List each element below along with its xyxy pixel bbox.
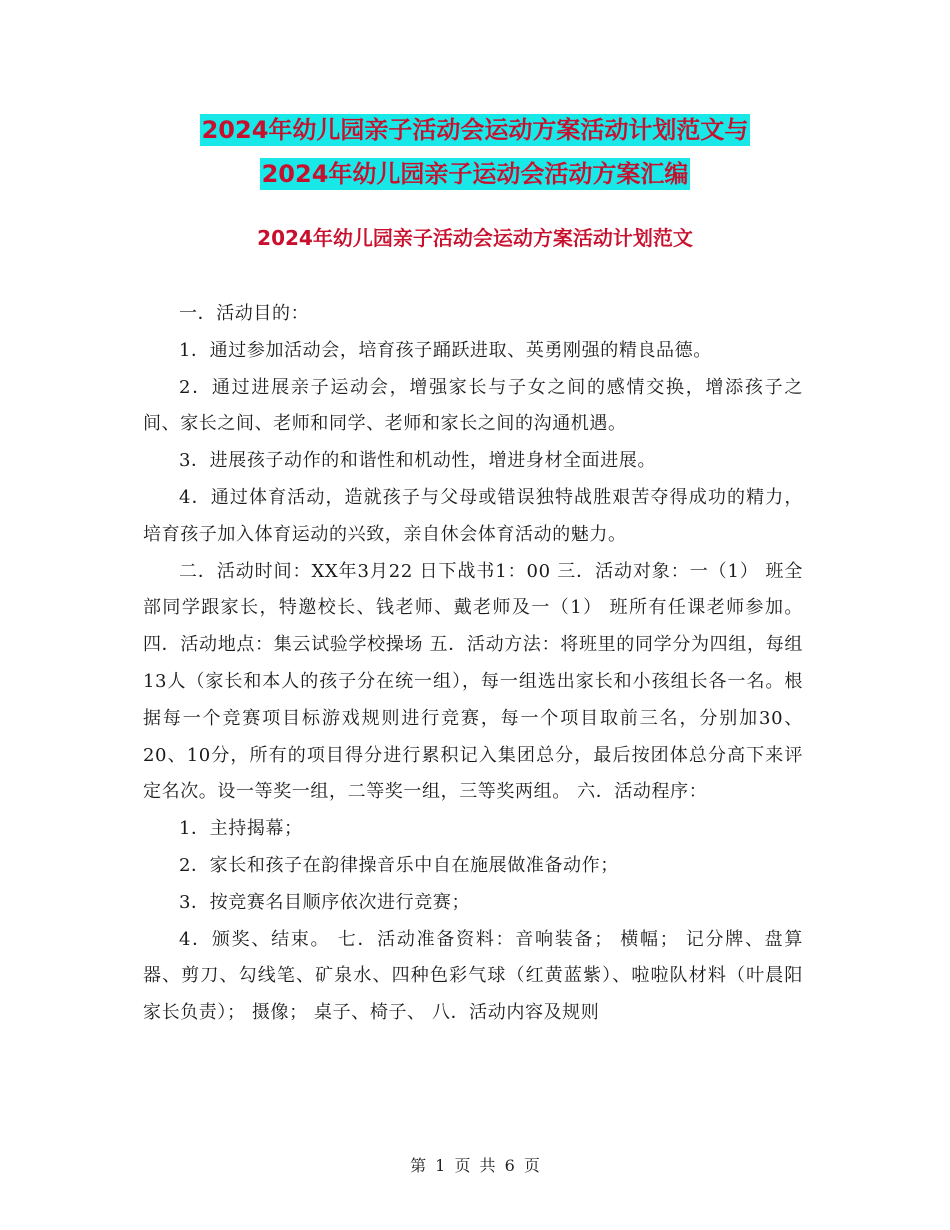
paragraph: 4．颁奖、结束。 七．活动准备资料：音响装备； 横幅； 记分牌、盘算器、剪刀、勾线笔、矿泉水、四种色彩气球（红黄蓝紫）、啦啦队材料（叶晨阳家长负责）； 摄像； 桌子、椅子、 八．活动内容及规则 bbox=[143, 928, 803, 1024]
document-body bbox=[143, 296, 803, 1032]
section-title: 2024年幼儿园亲子活动会运动方案活动计划范文 bbox=[257, 226, 693, 250]
page-number-footer: 第 1 页 共 6 页 bbox=[410, 1156, 540, 1175]
document-title bbox=[0, 108, 950, 196]
paragraph: 二．活动时间：XX年3月22 日下战书1：00 三．活动对象：一（1） 班全部同学跟家长，特邀校长、钱老师、戴老师及一（1） 班所有任课老师参加。 四．活动地点：集云试验学校操场 五．活动方法：将班里的同学分为四组，每组13人（家长和本人的孩子分在统一组），每一组选出家长和小孩组长各一名。根据每一个竞赛项目标游戏规则进行竞赛，每一个项目取前三名，分别加30、20、10分，所有的项目得分进行累积记入集团总分，最后按团体总分高下来评定名次。设一等奖一组，二等奖一组，三等奖两组。 六．活动程序： bbox=[143, 560, 803, 803]
title-line-2: 2024年幼儿园亲子运动会活动方案汇编 bbox=[261, 160, 689, 188]
title-line-1: 2024年幼儿园亲子活动会运动方案活动计划范文与 bbox=[201, 116, 749, 144]
paragraph: 4．通过体育活动，造就孩子与父母或错误独特战胜艰苦夺得成功的精力，培育孩子加入体育运动的兴致，亲自休会体育活动的魅力。 bbox=[143, 486, 803, 545]
paragraph: 2．通过进展亲子运动会，增强家长与子女之间的感情交换，增添孩子之间、家长之间、老师和同学、老师和家长之间的沟通机遇。 bbox=[143, 376, 803, 435]
paragraph: 一．活动目的： bbox=[179, 303, 310, 324]
paragraph: 3．进展孩子动作的和谐性和机动性，增进身材全面进展。 bbox=[179, 450, 657, 472]
paragraph: 3．按竞赛名目顺序依次进行竞赛； bbox=[179, 891, 471, 913]
paragraph: 1．通过参加活动会，培育孩子踊跃进取、英勇刚强的精良品德。 bbox=[179, 339, 712, 361]
paragraph: 2．家长和孩子在韵律操音乐中自在施展做准备动作； bbox=[179, 854, 619, 876]
paragraph: 1．主持揭幕； bbox=[179, 818, 303, 840]
